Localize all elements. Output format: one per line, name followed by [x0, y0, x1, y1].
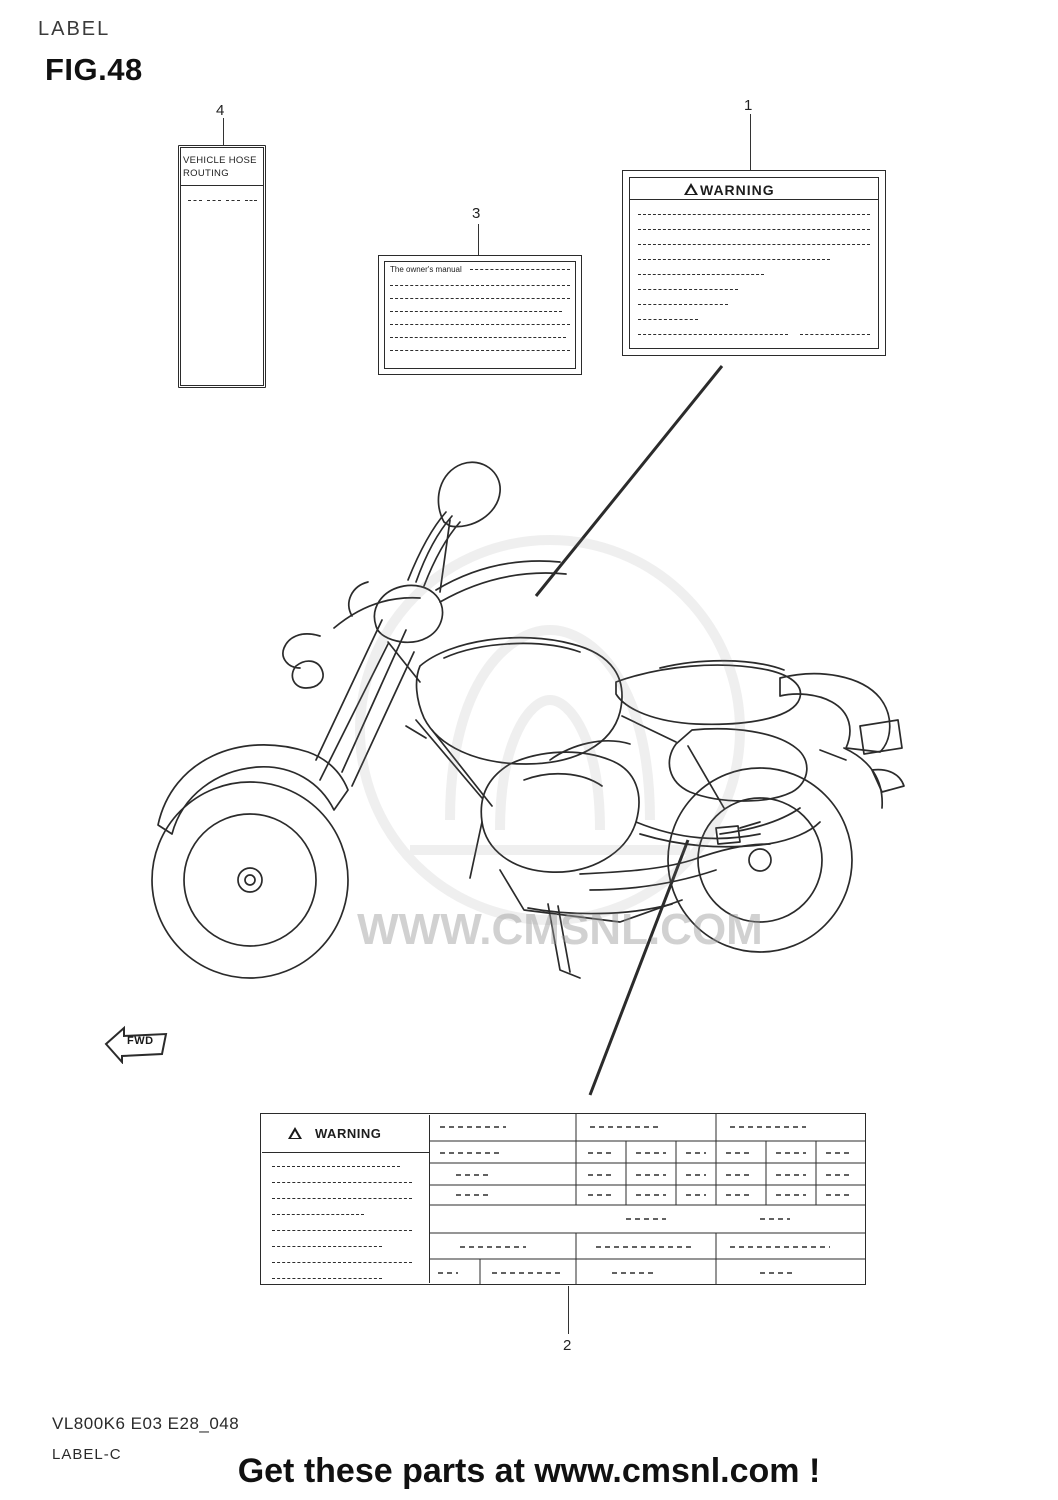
section-label: LABEL	[38, 18, 111, 40]
callout-leader-4	[223, 118, 224, 145]
dash-mark	[390, 350, 570, 351]
dash-mark	[470, 269, 570, 270]
dash-mark	[638, 259, 830, 260]
callout-number-2: 2	[563, 1337, 572, 1354]
sheet-code: LABEL-C	[52, 1446, 122, 1463]
spec-table-grid	[430, 1113, 866, 1285]
dash-mark	[272, 1246, 382, 1247]
dash-mark	[390, 337, 566, 338]
callout-leader-3	[478, 224, 479, 255]
warning-triangle-icon	[684, 183, 698, 195]
fwd-label: FWD	[127, 1035, 154, 1047]
dash-mark	[272, 1262, 412, 1263]
dash-mark	[800, 334, 870, 335]
dash-mark	[272, 1182, 412, 1183]
dash-mark	[245, 200, 257, 201]
dash-mark	[638, 304, 728, 305]
owners-manual-lead-text: The owner's manual	[390, 265, 462, 274]
watermark-text: WWW.CMSNL.COM	[357, 905, 763, 954]
callout-number-3: 3	[472, 205, 481, 222]
callout-leader-1	[750, 114, 751, 170]
dash-mark	[390, 285, 570, 286]
dash-mark	[207, 200, 221, 201]
dash-mark	[390, 324, 570, 325]
warning-label-upper-title: WARNING	[700, 182, 775, 198]
dash-mark	[638, 214, 870, 215]
dash-mark	[638, 334, 788, 335]
model-code: VL800K6 E03 E28_048	[52, 1414, 240, 1433]
hose-routing-line2: ROUTING	[183, 168, 229, 179]
page-title: FIG.48	[45, 52, 143, 87]
dash-mark	[272, 1278, 382, 1279]
dash-mark	[390, 298, 570, 299]
promo-banner[interactable]: Get these parts at www.cmsnl.com !	[237, 1452, 821, 1490]
callout-number-4: 4	[216, 102, 225, 119]
dash-mark	[272, 1214, 364, 1215]
dash-mark	[188, 200, 202, 201]
warning-label-lower-title: WARNING	[315, 1126, 382, 1141]
dash-mark	[226, 200, 240, 201]
callout-leader-2	[568, 1286, 569, 1334]
vehicle-hose-routing-label-inner	[180, 147, 264, 386]
owners-manual-label-inner	[384, 261, 576, 369]
warning-label-upper-inner	[629, 177, 879, 349]
dash-mark	[390, 311, 562, 312]
dash-mark	[638, 289, 738, 290]
hose-routing-divider	[181, 185, 264, 186]
dash-mark	[638, 319, 698, 320]
warning-triangle-icon	[288, 1127, 302, 1139]
dash-mark	[638, 229, 870, 230]
dash-mark	[638, 274, 764, 275]
dash-mark	[638, 244, 870, 245]
hose-routing-line1: VEHICLE HOSE	[183, 155, 257, 166]
dash-mark	[272, 1198, 412, 1199]
dash-mark	[272, 1230, 412, 1231]
callout-number-1: 1	[744, 97, 753, 114]
dash-mark	[272, 1166, 400, 1167]
